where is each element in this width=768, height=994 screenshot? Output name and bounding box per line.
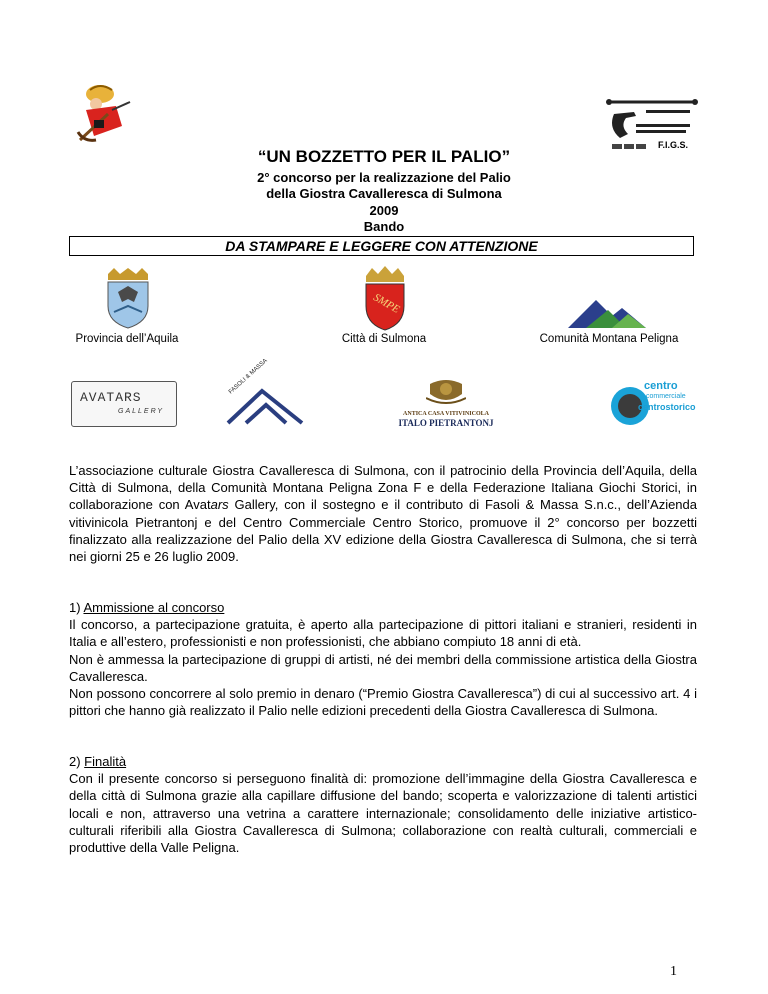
section2-number: 2) [69, 754, 85, 769]
section1-title: Ammissione al concorso [83, 600, 225, 615]
section1-paragraph-3: Non possono concorrere al solo premio in denaro (“Premio Giostra Cavalleresca”) di cui al successivo art. 4 i pittori che hanno già realizzato il Palio nelle edizioni precedenti della Giostra Cavalleresca di Sulmona. [69, 686, 697, 719]
instruction-banner: DA STAMPARE E LEGGERE CON ATTENZIONE [69, 236, 694, 256]
logo-avatars-gallery [71, 381, 177, 427]
intro-paragraph [69, 462, 697, 565]
section1-paragraph-1: Il concorso, a partecipazione gratuita, è aperto alla partecipazione di pittori italiani e stranieri, residenti in Italia e all’estero, professionisti e non professionisti, che abbiano compiuto 18 anni di età. [69, 617, 697, 650]
provincia-crest-icon [102, 266, 154, 330]
logo-sulmona [362, 266, 408, 332]
section2-heading [69, 753, 697, 770]
subtitle-line-4: Bando [363, 219, 405, 234]
document-title: “UN BOZZETTO PER IL PALIO” [257, 147, 511, 166]
knight-icon [72, 80, 138, 148]
figs-logo-text: F.I.G.S. [658, 140, 689, 150]
pietrantonj-line2: ITALO PIETRANTONJ [398, 418, 494, 428]
page-number: 1 [670, 964, 677, 979]
mountains-logo-icon [566, 296, 648, 330]
logo-centro-storico [610, 380, 696, 432]
intro-text-part1: L’associazione culturale Giostra Cavalleresca di Sulmona, con il patrocinio della Provincia dell’Aquila, della Città di Sulmona, della Comunità Montana Peligna Zona F e della Federazione Italiana Giochi Storici, in collaborazione con Avat [69, 463, 697, 513]
logo-caption-sulmona: Città di Sulmona [341, 333, 427, 345]
centro-line2: commerciale [646, 393, 686, 400]
subtitle-line-3: 2009 [369, 203, 399, 218]
pietrantonj-crest-icon [426, 376, 466, 406]
avatars-logo-subtext: GALLERY [118, 408, 165, 415]
intro-text-italic: ars [210, 497, 229, 513]
intro-text-part2: Gallery, con il sostegno e il contributo di Fasoli & Massa S.n.c., dell’Azienda vitivinicola Pietrantonj e del Centro Commerciale Centro Storico, promuove il 2° concorso per bozzetti finalizzato alla realizzazione del Palio della XV edizione della Giostra Cavalleresca di Sulmona, che si terrà nei giorni 25 e 26 luglio 2009. [69, 497, 697, 565]
svg-text:SMPE: SMPE [371, 291, 402, 316]
figs-logo [606, 98, 698, 154]
logo-pietrantonj [388, 376, 504, 428]
section1-paragraph-2: Non è ammessa la partecipazione di gruppi di artisti, né dei membri della commissione artistica della Giostra Cavalleresca. [69, 651, 697, 684]
avatars-logo-text: AVATARS [80, 390, 142, 405]
section1 [69, 599, 697, 719]
giostra-knight-logo [72, 80, 138, 148]
sulmona-crest-icon [362, 266, 408, 332]
section2-paragraph: Con il presente concorso si perseguono finalità di: promozione dell’immagine della Giostra Cavalleresca e della città di Sulmona grazie alla capillare diffusione del bando; scoperta e valorizzazione di talenti artistici locali e non, attraverso una vetrina a carattere internazionale; consolidamento delle iniziative artistico-culturali riferibili alla Giostra Cavalleresca di Sulmona; collaborazione con realtà culturali, commerciali e produttive della Valle Peligna. [69, 771, 697, 856]
logo-fasoli-massa [222, 357, 308, 427]
section2 [69, 753, 697, 856]
logo-caption-provincia: Provincia dell’Aquila [75, 333, 179, 345]
logo-caption-comunita: Comunità Montana Peligna [539, 333, 679, 345]
section2-title: Finalità [84, 754, 127, 769]
subtitle-line-2: della Giostra Cavalleresca di Sulmona [266, 186, 502, 201]
section1-heading [69, 599, 697, 616]
centro-line1: centro [644, 380, 678, 392]
centro-line3: centrostorico [638, 402, 696, 412]
section1-number: 1) [69, 600, 84, 615]
pietrantonj-line1: ANTICA CASA VITIVINICOLA [403, 411, 489, 417]
subtitle-line-1: 2° concorso per la realizzazione del Palio [257, 170, 511, 185]
fasoli-logo-text: FASOLI & MASSA [228, 357, 269, 396]
logo-provincia [102, 266, 154, 330]
logo-comunita-montana [566, 296, 648, 330]
